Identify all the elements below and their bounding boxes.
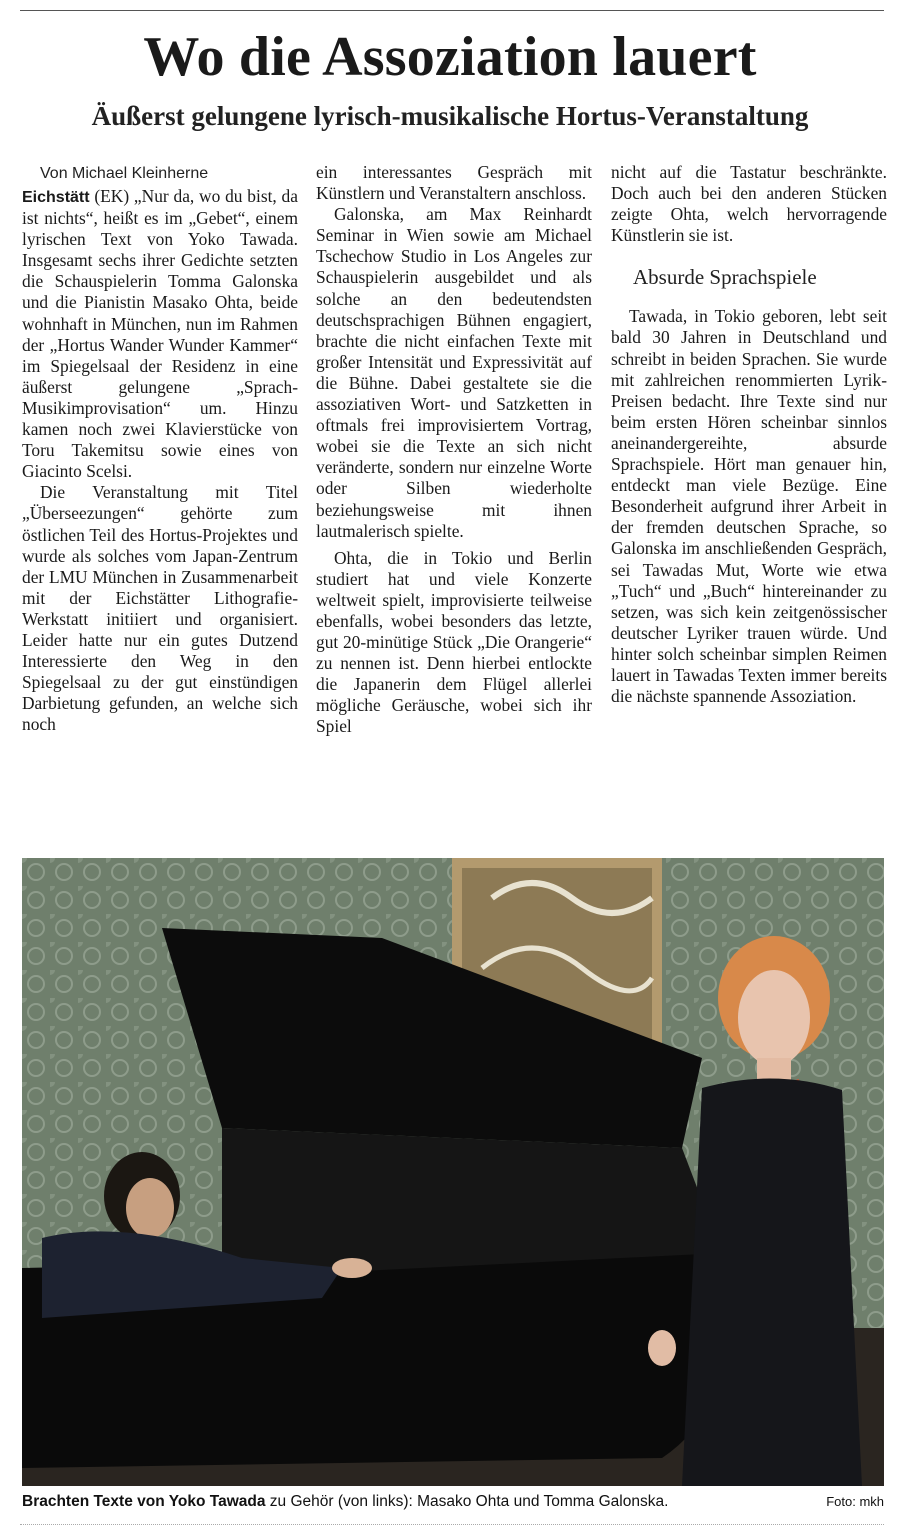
photo-credit: Foto: mkh bbox=[826, 1494, 884, 1509]
article-paragraph: Die Veranstaltung mit Titel „Überseezungen“ gehörte zum östlichen Teil des Hortus-Projektes und wurde als solches vom Japan-Zentrum der LMU München in Zusammenarbeit mit der Eichstätter Lithografie-Werkstatt initiiert und organisiert. Leider hatte nur ein gutes Dutzend Interessierte den Weg in den Spiegelsaal zu der gut einstündigen Darbietung gefunden, an welche sich noch bbox=[22, 482, 298, 735]
top-rule bbox=[20, 10, 884, 11]
article-paragraph-continued: nicht auf die Tastatur beschränkte. Doch auch bei den anderen Stücken zeigte Ohta, welch hervorragende Künstlerin sie ist. bbox=[611, 162, 887, 246]
caption-text: zu Gehör (von links): Masako Ohta und Tomma Galonska. bbox=[265, 1493, 669, 1510]
article-paragraph: Galonska, am Max Reinhardt Seminar in Wien sowie am Michael Tschechow Studio in Los Angeles zur Schauspielerin ausgebildet und als solche an den bedeutendsten deutschsprachigen Bühnen engagiert, brachte die nicht einfachen Texte mit großer Intensität und Expressivität auf die Bühne. Dabei gestaltete sie die assoziativen Wort- und Satzketten in oftmals frei improvisiertem Vortrag, wobei sie die Texte an sich nicht veränderte, sondern nur einzelne Worte oder Silben wiederholte beziehungsweise mit ihnen lautmalerisch spielte. bbox=[316, 204, 592, 541]
singer-dress bbox=[682, 1078, 862, 1486]
section-subhead: Absurde Sprachspiele bbox=[633, 265, 817, 290]
article-photo bbox=[22, 858, 884, 1486]
caption-bold: Brachten Texte von Yoko Tawada bbox=[22, 1493, 266, 1510]
dateline: Eichstätt bbox=[22, 189, 90, 206]
subheadline: Äußerst gelungene lyrisch-musikalische Hortus-Veranstaltung bbox=[91, 101, 809, 131]
photo-illustration bbox=[22, 858, 884, 1486]
singer-face bbox=[738, 970, 810, 1066]
article-column-3 bbox=[611, 162, 887, 707]
page-bottom-edge bbox=[20, 1524, 884, 1531]
article-paragraph: Ohta, die in Tokio und Berlin studiert hat und viele Konzerte weltweit spielt, improvisierte teilweise ebenfalls, wobei besonders das letzte, gut 20-minütige Stück „Die Orangerie“ zu nennen ist. Denn hierbei entlockte die Japanerin dem Flügel allerlei mögliche Geräusche, wobei sich ihr Spiel bbox=[316, 547, 592, 737]
article-column-2 bbox=[316, 162, 592, 738]
article-paragraph: Tawada, in Tokio geboren, lebt seit bald 30 Jahren in Deutschland und schreibt in beiden Sprachen. Sie wurde mit zahlreichen renommierten Lyrik-Preisen bedacht. Ihre Texte sind nur beim ersten Hören scheinbar sinnlos aneinandergereihte, absurde Sprachspiele. Hört man genauer hin, entdeckt man viele Bezüge. Eine Besonderheit aufgrund ihrer Arbeit in der fremden deutschen Sprache, so Galonska im anschließenden Gespräch, sei Tawadas Mut, Worte wie etwa „Tuch“ und „Buch“ hintereinander zu setzen, was sich kein zeitgenössischer deutscher Lyriker trauen würde. Und hinter solch scheinbar simplen Reimen lauert in Tawadas Texten immer bereits die nächste spannende Assoziation. bbox=[611, 306, 887, 707]
article-paragraph-continued: ein interessantes Gespräch mit Künstlern und Veranstaltern anschloss. bbox=[316, 162, 592, 204]
photo-caption bbox=[22, 1492, 884, 1514]
article-paragraph bbox=[22, 186, 298, 482]
paragraph-text: (EK) „Nur da, wo du bist, da ist nichts“, heißt es im „Gebet“, einem lyrischen Text von Yoko Tawada. Insgesamt sechs ihrer Gedichte setzten die Schauspielerin Tomma Galonska und die Pianistin Masako Ohta, beide wohnhaft in München, nun im Rahmen der „Hortus Wander Wunder Kammer“ im Spiegelsaal der Residenz in eine äußerst gelungene „Sprach-Musikimprovisation“ um. Hinzu kamen noch zwei Klavierstücke von Toru Takemitsu sowie eines von Giacinto Scelsi. bbox=[22, 186, 298, 482]
headline: Wo die Assoziation lauert bbox=[143, 26, 757, 88]
byline: Von Michael Kleinherne bbox=[40, 165, 209, 182]
article-column-1 bbox=[22, 162, 298, 735]
